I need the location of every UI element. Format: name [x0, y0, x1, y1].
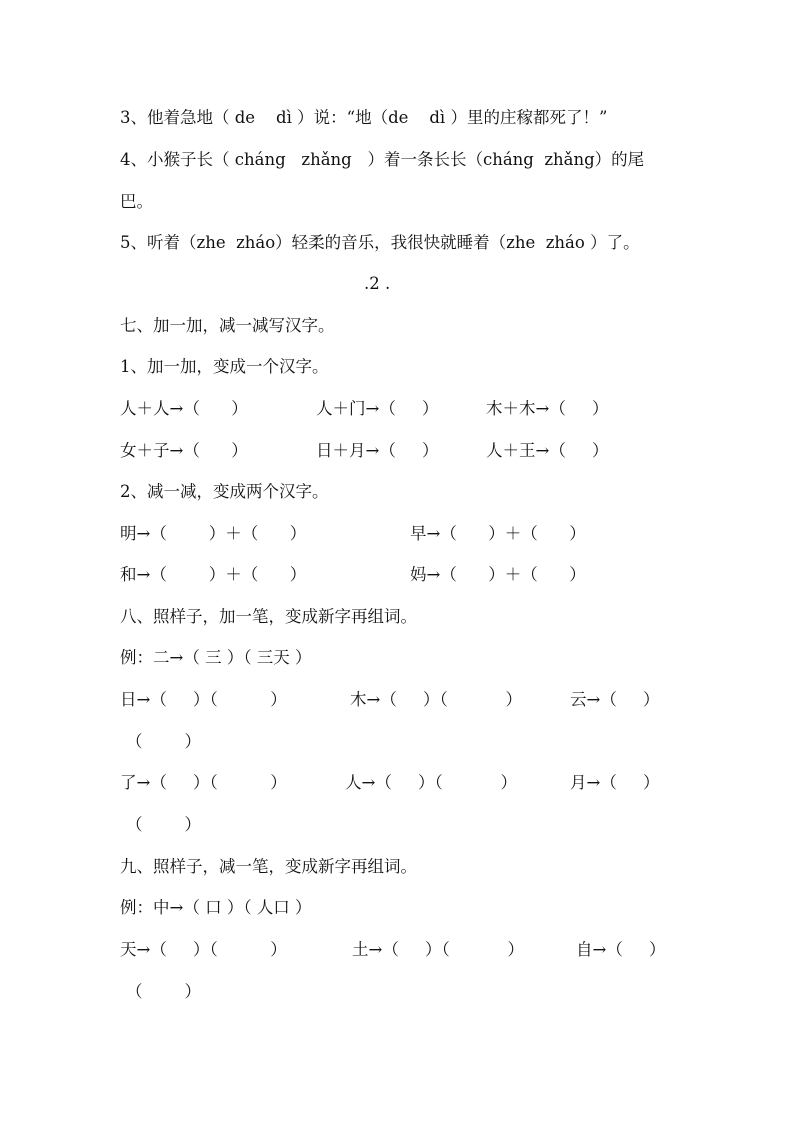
section-7-sub-2: 2、减一减，变成两个汉字。	[120, 482, 329, 501]
question-4-continuation: 巴。	[120, 192, 153, 211]
add-stroke-item-5: 人→（ ）（ ）	[345, 773, 517, 792]
add-stroke-item-1: 日→（ ）（ ）	[120, 690, 287, 709]
add-item-3: 木＋木→（ ）	[486, 399, 609, 418]
section-7-sub-1: 1、加一加，变成一个汉字。	[120, 357, 329, 376]
remove-stroke-item-3-word: （ ）	[126, 982, 201, 1001]
section-9-heading: 九、照样子，减一笔，变成新字再组词。	[120, 857, 417, 876]
add-item-5: 日＋月→（ ）	[316, 441, 439, 460]
add-stroke-item-2: 木→（ ）（ ）	[350, 690, 522, 709]
split-item-1: 明→（ ）＋（ ）	[120, 524, 307, 543]
question-5-line: 5、听着（zhe zháo）轻柔的音乐，我很快就睡着（zhe zháo ）了。	[120, 233, 640, 252]
add-item-1: 人＋人→（ ）	[120, 399, 248, 418]
remove-stroke-item-2: 土→（ ）（ ）	[352, 940, 524, 959]
add-stroke-item-3: 云→（ ）	[570, 690, 660, 709]
add-item-6: 人＋王→（ ）	[486, 441, 609, 460]
page-number: .2 .	[364, 274, 391, 293]
section-8-example: 例：二→（ 三 ）（ 三天 ）	[120, 648, 312, 667]
split-item-2: 早→（ ）＋（ ）	[410, 524, 586, 543]
add-stroke-item-6: 月→（ ）	[570, 773, 660, 792]
split-item-4: 妈→（ ）＋（ ）	[410, 565, 586, 584]
remove-stroke-item-3: 自→（ ）	[576, 940, 666, 959]
split-item-3: 和→（ ）＋（ ）	[120, 565, 307, 584]
add-item-2: 人＋门→（ ）	[316, 399, 439, 418]
remove-stroke-item-1: 天→（ ）（ ）	[120, 940, 287, 959]
add-stroke-item-6-word: （ ）	[126, 815, 201, 834]
add-stroke-item-4: 了→（ ）（ ）	[120, 773, 287, 792]
question-4-line: 4、小猴子长（ cháng zhǎng ）着一条长长（cháng zhǎng）的尾	[120, 150, 645, 169]
question-3-line: 3、他着急地（ de dì ）说：“地（de dì ）里的庄稼都死了！”	[120, 108, 608, 127]
section-9-example: 例：中→（ 口 ）（ 人口 ）	[120, 898, 312, 917]
section-8-heading: 八、照样子，加一笔，变成新字再组词。	[120, 607, 417, 626]
section-7-heading: 七、加一加，减一减写汉字。	[120, 316, 335, 335]
add-item-4: 女＋子→（ ）	[120, 441, 248, 460]
add-stroke-item-3-word: （ ）	[126, 732, 201, 751]
